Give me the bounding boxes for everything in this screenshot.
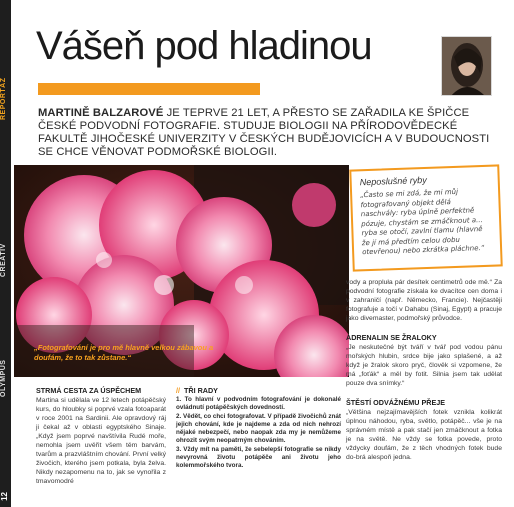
section-heading-luck: ŠTĚSTÍ ODVÁŽNÉMU PŘEJE xyxy=(346,398,446,407)
section-heading-sharks: ADRENALIN SE ŽRALOKY xyxy=(346,333,437,342)
quote-box xyxy=(349,164,502,271)
photo-caption: „Fotografování je pro mě hlavně velkou zábavou a doufám, že to tak zůstane.“ xyxy=(34,343,214,362)
brand-tab-label: OLYMPUS xyxy=(0,359,7,397)
tips-heading-row xyxy=(176,386,341,395)
column-tips xyxy=(176,386,341,471)
title-accent-bar xyxy=(38,83,260,95)
tips-list xyxy=(176,396,341,471)
continued-text: vody a propluła pár desítek centimetrů ode mě.“ Za podvodní fotografie získala ke dvacítce cen doma i v zahraničí (např. Německo, Francie). Nejčastěji fotografuje a točí v Dahabu (Sinaj, Egypt) a pracuje jako divemaster, podmořský průvodce. xyxy=(346,279,502,322)
page-number: 12 xyxy=(0,492,9,501)
tips-marker-icon: // xyxy=(176,386,180,395)
section-text-ascent: Martina si udělala ve 12 letech potápěčský kurs, do hloubky si poprvé vzala fotoaparát v roce 2001 na Sardinii. Ale opravdový ráj ji čekal až v oblasti egyptského Sinaje. „Když jsem poprvé navštívila Rudé moře, nemohla jsem uvěřit všem těm barvám, tvarům a prazvláštním chování. První velký živočich, kterého jsem potkala, byla želva. Nikdy nezapomenu na to, jak se vynořila z tmavomodré xyxy=(36,397,166,485)
article-lead xyxy=(38,107,500,159)
column-left xyxy=(36,386,166,496)
quote-box-text: „Často se mi zdá, že mi můj fotografovaný objekt dělá naschvály: ryba úplně perfektně pózuje, chystám se zmáčknout a... ryba se otočí, zavlní tlamu (hlavně že jí má předtím celou dobu otevřenou) nebo zkrátka pláchne.“ xyxy=(360,187,485,257)
column-right xyxy=(346,278,502,472)
tip-item: 3. Vždy mít na paměti, že sebelepší fotografie se nikdy nevyrovná životu potápěče ani životu jeho kolemmořského tvora. xyxy=(176,445,341,470)
quote-box-title: Neposlušné ryby xyxy=(359,174,427,188)
article-title: Vášeň pod hladinou xyxy=(36,24,372,68)
category-tab-label: CREATIV xyxy=(0,243,7,277)
section-heading-ascent: STRMÁ CESTA ZA ÚSPĚCHEM xyxy=(36,386,142,395)
tips-heading: TŘI RADY xyxy=(184,386,218,395)
lead-name: MARTINĚ BALZAROVÉ xyxy=(38,107,164,119)
section-tab-label: REPORTÁŽ xyxy=(0,77,7,120)
section-text-luck: „Většina nejzajímavějších fotek vznikla kolikrát úplnou náhodou, ryba, světlo, potápěč... vše je na správném místě a pak stačí jen zmáčknout a fotka je na světě. Ne vždy se fotka povede, proto vždycky doufám, že z těch vhodných fotek bude do-brá alespoň jedna. xyxy=(346,409,502,461)
section-text-sharks: „Je neskutečné být tváří v tvář pod vodou pánu mořských hlubin, srdce bije jako splašené, a až když je žralok skoro pryč, člověk si vzpomene, že má „foťák“ a měl by fotit. Silnia jsem tak udělat pouze dva snímky.“ xyxy=(346,344,502,387)
author-portrait xyxy=(441,36,492,96)
tip-item: 2. Vědět, co chci fotografovat. V případě živočichů znát jejich chování, kde je najdeme a zda od nich nehrozí nějaké nebezpečí, nebo naopak zda my je nemůžeme ohrozit svým neopatrným chováním. xyxy=(176,412,341,445)
tip-item: 1. To hlavní v podvodním fotografování je dokonalé ovládnutí potápěčských dovedností. xyxy=(176,396,341,412)
lead-text: JE TEPRVE 21 LET, A PŘESTO SE ZAŘADILA KE ŠPIČCE ČESKÉ PODVODNÍ FOTOGRAFIE. STUDUJE BIOLOGII NA PŘÍRODOVĚDECKÉ FAKULTĚ JIHOČESKÉ UNIVERZITY V ČESKÝCH BUDĚJOVICÍCH A V BUDOUCNOSTI SE CHCE VĚNOVAT PODMOŘSKÉ BIOLOGII. xyxy=(38,107,490,158)
